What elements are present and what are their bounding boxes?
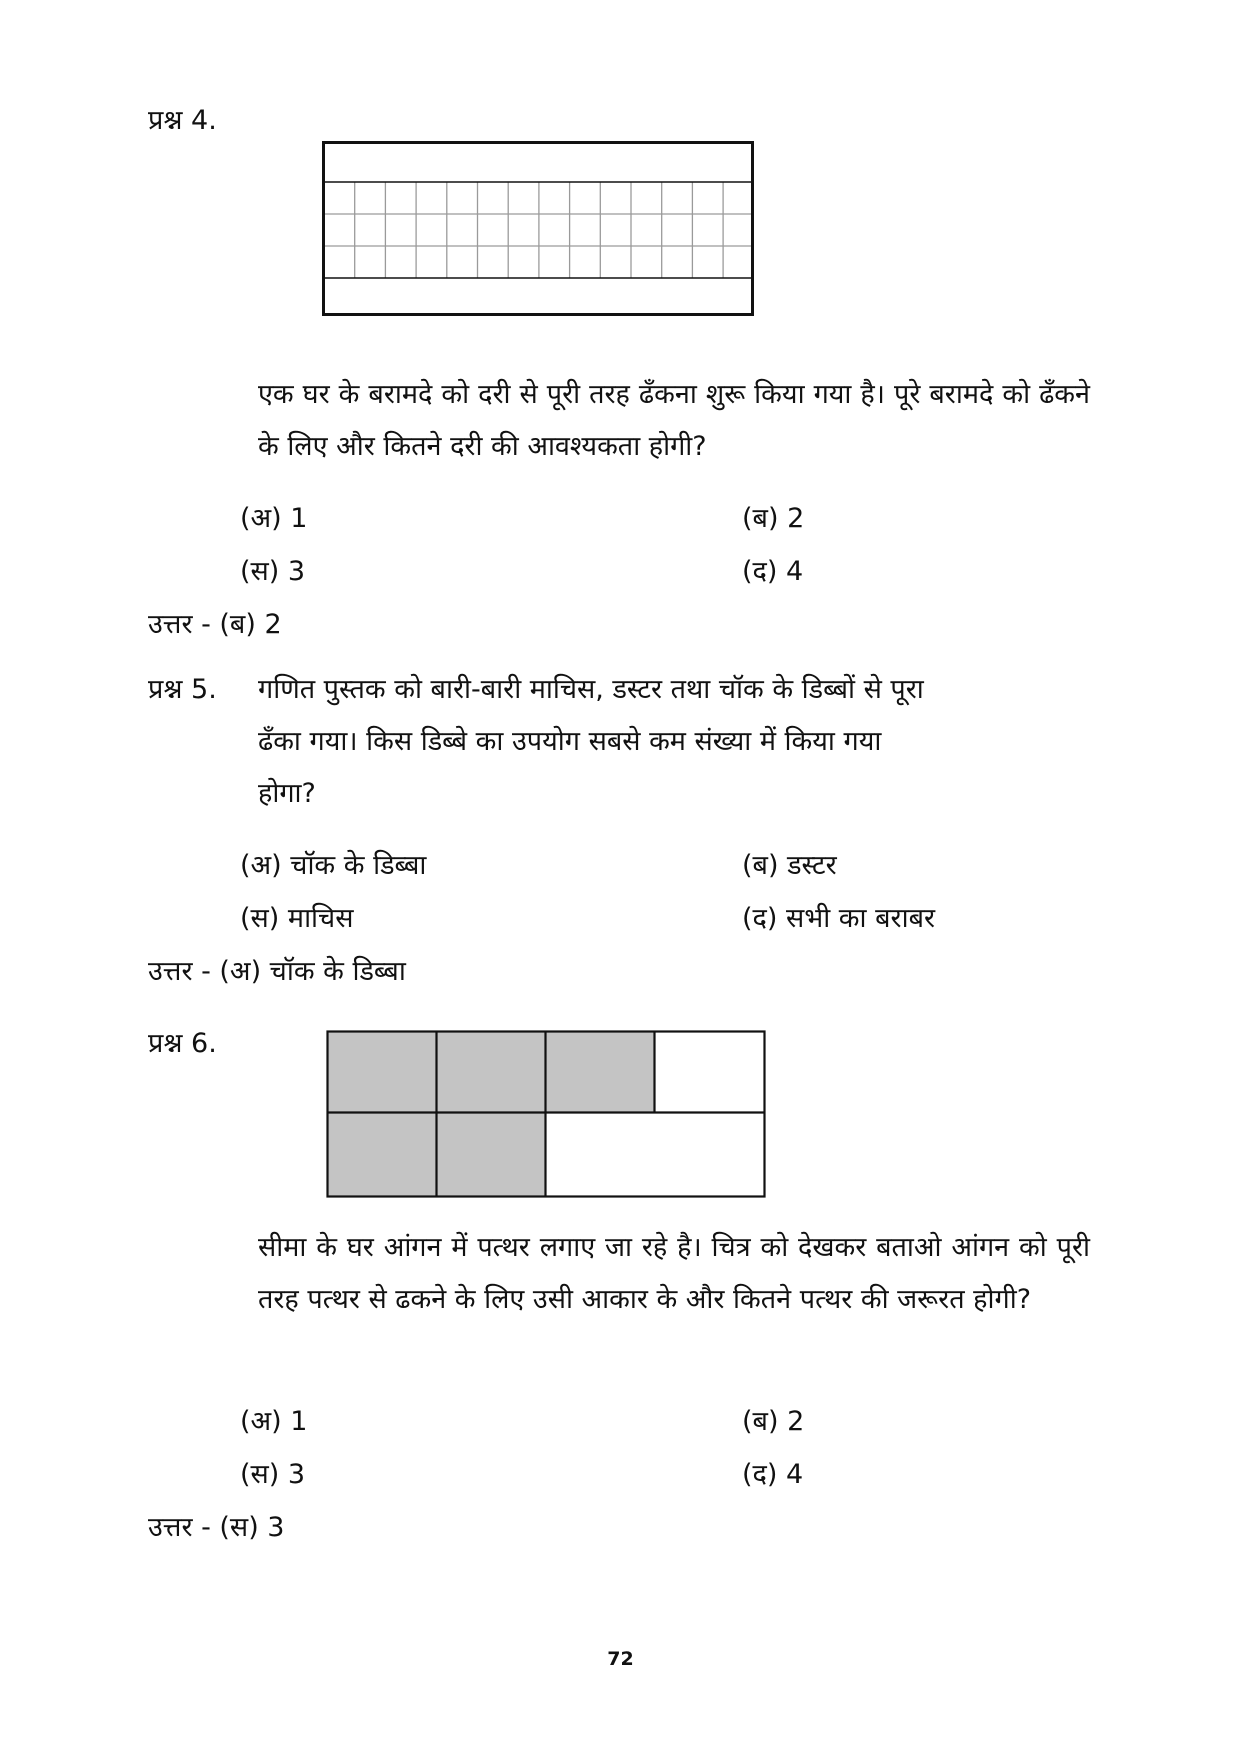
q4-label: प्रश्न 4. [148, 105, 217, 136]
q5-option-b: (ब) डस्टर [742, 850, 837, 881]
q4-option-d: (द) 4 [742, 556, 804, 587]
stone-tile [328, 1113, 437, 1197]
q5-question-block [148, 664, 1090, 820]
q5-option-d: (द) सभी का बराबर [742, 903, 936, 934]
q5-option-a: (अ) चॉक के डिब्बा [240, 850, 427, 881]
q5-line-1: गणित पुस्तक को बारी-बारी माचिस, डस्टर तथा चॉक के डिब्बों से पूरा [258, 674, 924, 705]
q6-option-a: (अ) 1 [240, 1406, 308, 1437]
q4-option-b: (ब) 2 [742, 503, 805, 534]
stone-tile [546, 1032, 655, 1113]
page-number: 72 [607, 1648, 634, 1670]
q4-question-text: एक घर के बरामदे को दरी से पूरी तरह ढँकना शुरू किया गया है। पूरे बरामदे को ढँकने के लिए और कितने दरी की आवश्यकता होगी? [258, 379, 1090, 462]
q6-answer: उत्तर - (स) 3 [148, 1512, 285, 1543]
stone-tile [437, 1113, 546, 1197]
stone-tile [328, 1032, 437, 1113]
q6-option-d: (द) 4 [742, 1459, 804, 1490]
carpet-grid [324, 182, 752, 278]
q6-label: प्रश्न 6. [148, 1028, 217, 1059]
q4-verandah-figure [322, 141, 754, 316]
q5-label: प्रश्न 5. [148, 674, 217, 705]
q6-courtyard-figure [326, 1030, 767, 1199]
q5-line-2: ढँका गया। किस डिब्बे का उपयोग सबसे कम संख्या में किया गया [258, 726, 882, 757]
stone-tile [437, 1032, 546, 1113]
q5-line-3: होगा? [258, 778, 316, 809]
q6-option-b: (ब) 2 [742, 1406, 805, 1437]
q5-answer: उत्तर - (अ) चॉक के डिब्बा [148, 956, 406, 987]
q6-option-c: (स) 3 [240, 1459, 306, 1490]
q4-answer: उत्तर - (ब) 2 [148, 609, 282, 640]
q4-option-a: (अ) 1 [240, 503, 308, 534]
q6-question-text: सीमा के घर आंगन में पत्थर लगाए जा रहे है। चित्र को देखकर बताओ आंगन को पूरी तरह पत्थर से ढकने के लिए उसी आकार के और कितने पत्थर की जरूरत होगी? [258, 1232, 1090, 1315]
q4-option-c: (स) 3 [240, 556, 306, 587]
q5-option-c: (स) माचिस [240, 903, 354, 934]
